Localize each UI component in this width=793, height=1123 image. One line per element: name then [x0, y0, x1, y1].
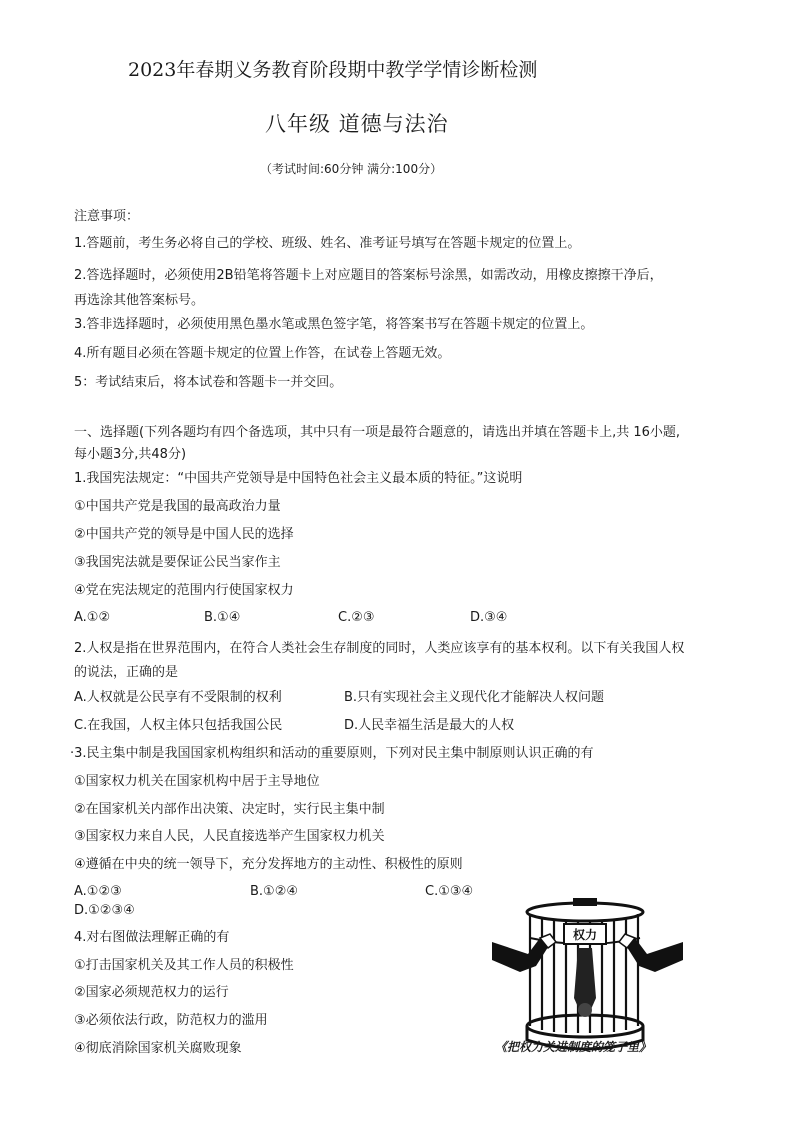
note-item: 3.答非选择题时，必须使用黑色墨水笔或黑色签字笔，将答案书写在答题卡规定的位置上。: [74, 317, 594, 332]
option-c: C.①③④: [425, 884, 474, 899]
cage-cartoon-drawing: [490, 898, 685, 1058]
note-item: 4.所有题目必须在答题卡规定的位置上作答，在试卷上答题无效。: [74, 346, 451, 361]
option-a: A.①②③: [74, 884, 122, 899]
statement: ②国家必须规范权力的运行: [74, 985, 229, 1000]
section-heading-cont: 每小题3分,共48分): [74, 447, 187, 462]
statement: ③我国宪法就是要保证公民当家作主: [74, 555, 281, 570]
statement: ①打击国家机关及其工作人员的积极性: [74, 958, 294, 973]
section-heading: 一、选择题(下列各题均有四个备选项，其中只有一项是最符合题意的，请选出并填在答题卡上,共 16小题,: [74, 425, 681, 440]
notes-heading: 注意事项：: [74, 209, 140, 224]
cage-cartoon: [490, 898, 685, 1058]
option-a: A.人权就是公民享有不受限制的权利: [74, 690, 282, 705]
statement: ④遵循在中央的统一领导下，充分发挥地方的主动性、积极性的原则: [74, 857, 463, 872]
statement: ②在国家机关内部作出决策、决定时，实行民主集中制: [74, 802, 385, 817]
subject-title: 八年级 道德与法治: [265, 112, 449, 136]
statement: ③国家权力来自人民，人民直接选举产生国家权力机关: [74, 829, 385, 844]
question-stem: 1.我国宪法规定：“中国共产党领导是中国特色社会主义最本质的特征。”这说明: [74, 471, 523, 486]
option-d: D.①②③④: [74, 903, 135, 918]
statement: ①国家权力机关在国家机构中居于主导地位: [74, 774, 320, 789]
exam-info: （考试时间:60分钟 满分:100分）: [260, 162, 443, 176]
question-stem: 4.对右图做法理解正确的有: [74, 930, 230, 945]
cartoon-caption: 《把权力关进制度的笼子里》: [495, 1040, 652, 1054]
note-item: 5：考试结束后，将本试卷和答题卡一并交回。: [74, 375, 343, 390]
option-d: D.③④: [470, 610, 508, 625]
question-stem: 2.人权是指在世界范围内，在符合人类社会生存制度的同时，人类应该享有的基本权利。以下有关我国人权: [74, 641, 685, 656]
note-item: 2.答选择题时，必须使用2B铅笔将答题卡上对应题目的答案标号涂黑，如需改动，用橡皮擦擦干净后，: [74, 268, 663, 283]
option-b: B.①②④: [250, 884, 299, 899]
question-stem-cont: 的说法，正确的是: [74, 665, 179, 680]
option-c: C.②③: [338, 610, 375, 625]
note-item: 再选涂其他答案标号。: [74, 293, 205, 308]
question-stem: ·3.民主集中制是我国国家机构组织和活动的重要原则，下列对民主集中制原则认识正确的有: [70, 746, 594, 761]
option-b: B.①④: [204, 610, 241, 625]
exam-title: 2023年春期义务教育阶段期中教学学情诊断检测: [128, 59, 538, 81]
option-b: B.只有实现社会主义现代化才能解决人权问题: [344, 690, 605, 705]
option-c: C.在我国，人权主体只包括我国公民: [74, 718, 283, 733]
option-a: A.①②: [74, 610, 111, 625]
option-d: D.人民幸福生活是最大的人权: [344, 718, 515, 733]
statement: ③必须依法行政，防范权力的滥用: [74, 1013, 268, 1028]
statement: ④彻底消除国家机关腐败现象: [74, 1041, 242, 1056]
statement: ②中国共产党的领导是中国人民的选择: [74, 527, 294, 542]
statement: ④党在宪法规定的范围内行使国家权力: [74, 583, 294, 598]
cartoon-sign-text: 权力: [572, 928, 598, 942]
statement: ①中国共产党是我国的最高政治力量: [74, 499, 281, 514]
note-item: 1.答题前，考生务必将自己的学校、班级、姓名、准考证号填写在答题卡规定的位置上。: [74, 236, 581, 251]
